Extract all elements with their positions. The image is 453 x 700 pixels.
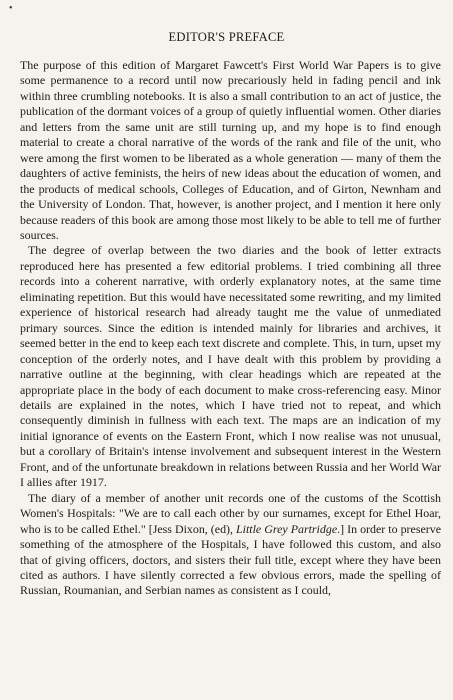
paragraph-2: The degree of overlap between the two diaries and the book of letter extracts reproduced here has presented a few editorial problems. I tried combining all three records into a coherent narrative, with orderly explanatory notes, at the same time eliminating repetition. But this would have necessitated some rewriting, and my limited experience of historical research had already taught me the value of unmediated primary sources. Since the edition is intended mainly for libraries and archives, it seemed better in the end to keep each text discrete and complete. This, in turn, upset my conception of the orderly notes, and I have dealt with this problem by providing a narrative outline at the beginning, with clear headings which are repeated at the appropriate place in the body of each document to make cross-referencing easy. Minor details are explained in the notes, which I have tried not to repeat, and which consequently diminish in fullness with each text. The maps are an indication of my initial ignorance of events on the Eastern Front, which I now realise was not unusual, but a corollary of Britain's intense involvement and subsequent interest in the Western Front, and of the unfortunate breakdown in relations between Russia and her World War I allies after 1917. [20,243,441,490]
preface-body [20,58,441,599]
paragraph-3 [20,491,441,599]
paragraph-3-text-start: The diary of a member of another unit records one of the customs of the Scottish Women's Hospitals: "We are to call each other by our surnames, except for Ethel Hoar, who is to be called Ethel." [Jess Dixon, (ed), [20,490,441,536]
book-title-italic: Little Grey Partridge [236,521,338,536]
page-title: EDITOR'S PREFACE [168,30,285,44]
paragraph-3-text-end: .] In order to preserve something of the atmosphere of the Hospitals, I have followed this custom, and also that of giving officers, doctors, and sisters their full title, except where they have been cited as authors. I have silently corrected a few obvious errors, made the spelling of Russian, Roumanian, and Serbian names as consistent as I could, [20,521,442,598]
page-mark: • [9,3,13,14]
paragraph-1: The purpose of this edition of Margaret Fawcett's First World War Papers is to give some permanence to a record until now precariously held in fading pencil and ink within three crumbling notebooks. It is also a small contribution to an act of justice, the publication of the dormant voices of a group of quietly influential women. Other diaries and letters from the same unit are still turning up, and my hope is to find enough material to create a choral narrative of the words of the rank and file of the unit, who were among the first women to be liberated as a whole generation — many of them the daughters of active feminists, the heirs of new ideas about the education of women, and the products of medical schools, Colleges of Education, and of Girton, Newnham and the University of London. That, however, is another project, and I mention it here only because readers of this book are among those most likely to be able to tell me of further sources. [20,58,441,242]
